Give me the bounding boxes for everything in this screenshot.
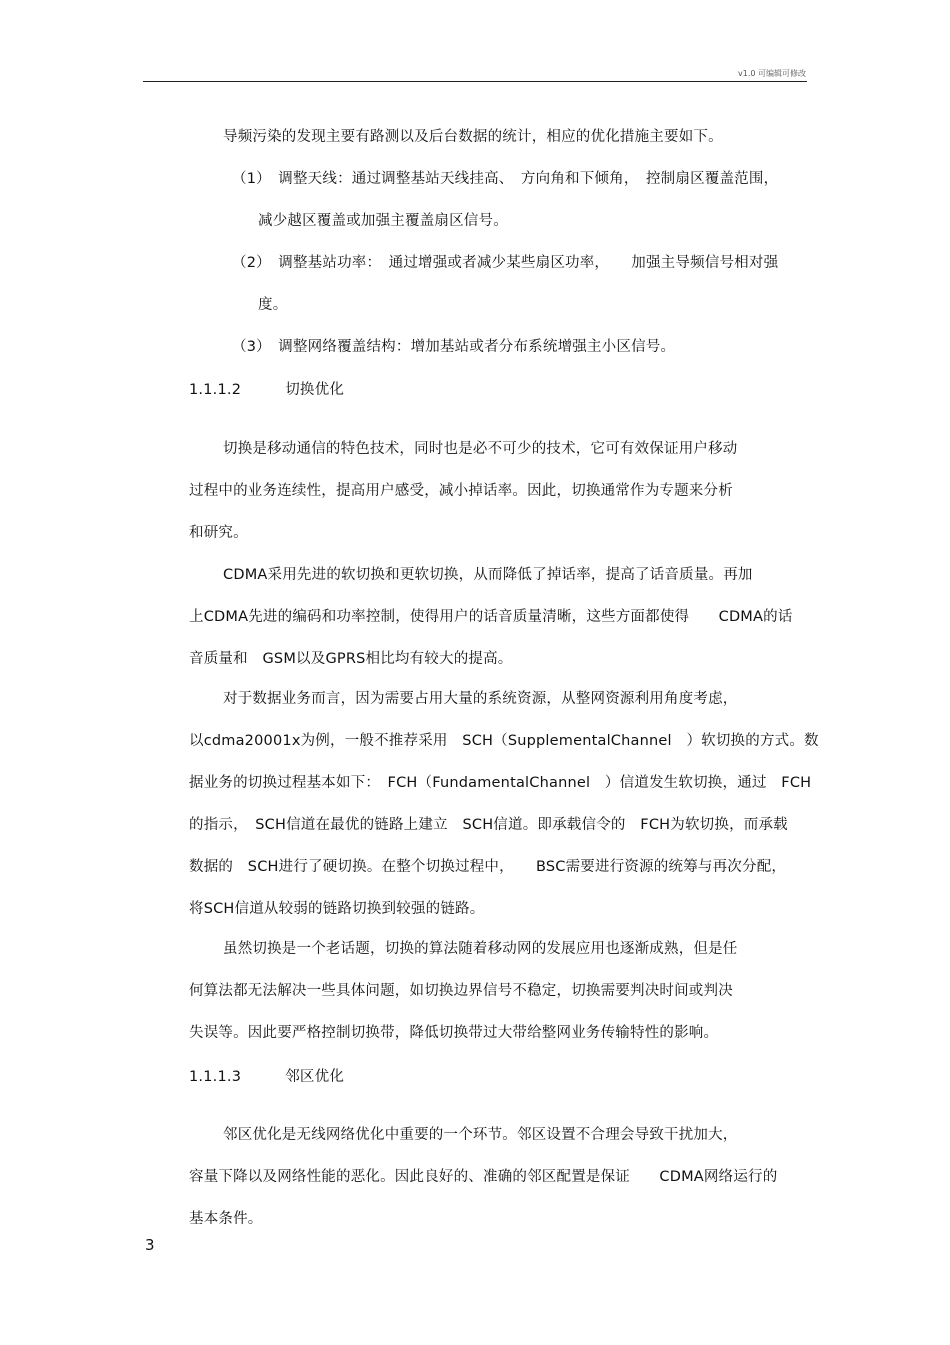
text-line: 和研究。 <box>189 525 248 541</box>
page-header-version: v1.0 可编辑可修改 <box>738 69 806 78</box>
header-rule <box>143 81 807 82</box>
text-line: 虽然切换是一个老话题，切换的算法随着移动网的发展应用也逐渐成熟，但是任 <box>223 941 738 957</box>
text-line: CDMA采用先进的软切换和更软切换，从而降低了掉话率，提高了话音质量。再加 <box>223 567 753 583</box>
text-line: 度。 <box>258 297 288 313</box>
text-line: 将SCH信道从较弱的链路切换到较强的链路。 <box>189 901 485 917</box>
list-item-1: （1） 调整天线：通过调整基站天线挂高、 方向角和下倾角， 控制扇区覆盖范围， <box>232 171 779 187</box>
text-line: 减少越区覆盖或加强主覆盖扇区信号。 <box>258 213 508 229</box>
page-number: 3 <box>145 1236 155 1254</box>
text-line: 邻区优化是无线网络优化中重要的一个环节。邻区设置不合理会导致干扰加大， <box>223 1127 738 1143</box>
list-item-2: （2） 调整基站功率： 通过增强或者减少某些扇区功率， 加强主导频信号相对强 <box>232 255 779 271</box>
text-line: 上CDMA先进的编码和功率控制，使得用户的话音质量清晰，这些方面都使得 CDMA的话 <box>189 609 793 625</box>
text-line: 容量下降以及网络性能的恶化。因此良好的、准确的邻区配置是保证 CDMA网络运行的 <box>189 1169 778 1185</box>
section-heading: 1.1.1.2 切换优化 <box>189 382 345 398</box>
text-line: 据业务的切换过程基本如下： FCH（FundamentalChannel ）信道发生软切换，通过 FCH <box>189 775 812 791</box>
text-line: 何算法都无法解决一些具体问题，如切换边界信号不稳定，切换需要判决时间或判决 <box>189 983 733 999</box>
text-line: 音质量和 GSM以及GPRS相比均有较大的提高。 <box>189 651 513 667</box>
text-line: 的指示， SCH信道在最优的链路上建立 SCH信道。即承载信令的 FCH为软切换，而承载 <box>189 817 788 833</box>
section-heading: 1.1.1.3 邻区优化 <box>189 1069 345 1085</box>
text-line: 过程中的业务连续性，提高用户感受，减小掉话率。因此，切换通常作为专题来分析 <box>189 483 733 499</box>
text-line: 对于数据业务而言，因为需要占用大量的系统资源，从整网资源利用角度考虑， <box>223 691 738 707</box>
text-line: 导频污染的发现主要有路测以及后台数据的统计，相应的优化措施主要如下。 <box>223 129 723 145</box>
text-line: 以cdma20001x为例，一般不推荐采用 SCH（SupplementalChannel ）软切换的方式。数 <box>189 733 819 749</box>
text-line: 数据的 SCH进行了硬切换。在整个切换过程中， BSC需要进行资源的统筹与再次分配， <box>189 859 787 875</box>
text-line: 基本条件。 <box>189 1211 263 1227</box>
list-item-3: （3） 调整网络覆盖结构：增加基站或者分布系统增强主小区信号。 <box>232 339 676 355</box>
text-line: 切换是移动通信的特色技术，同时也是必不可少的技术，它可有效保证用户移动 <box>223 441 738 457</box>
text-line: 失误等。因此要严格控制切换带，降低切换带过大带给整网业务传输特性的影响。 <box>189 1025 719 1041</box>
